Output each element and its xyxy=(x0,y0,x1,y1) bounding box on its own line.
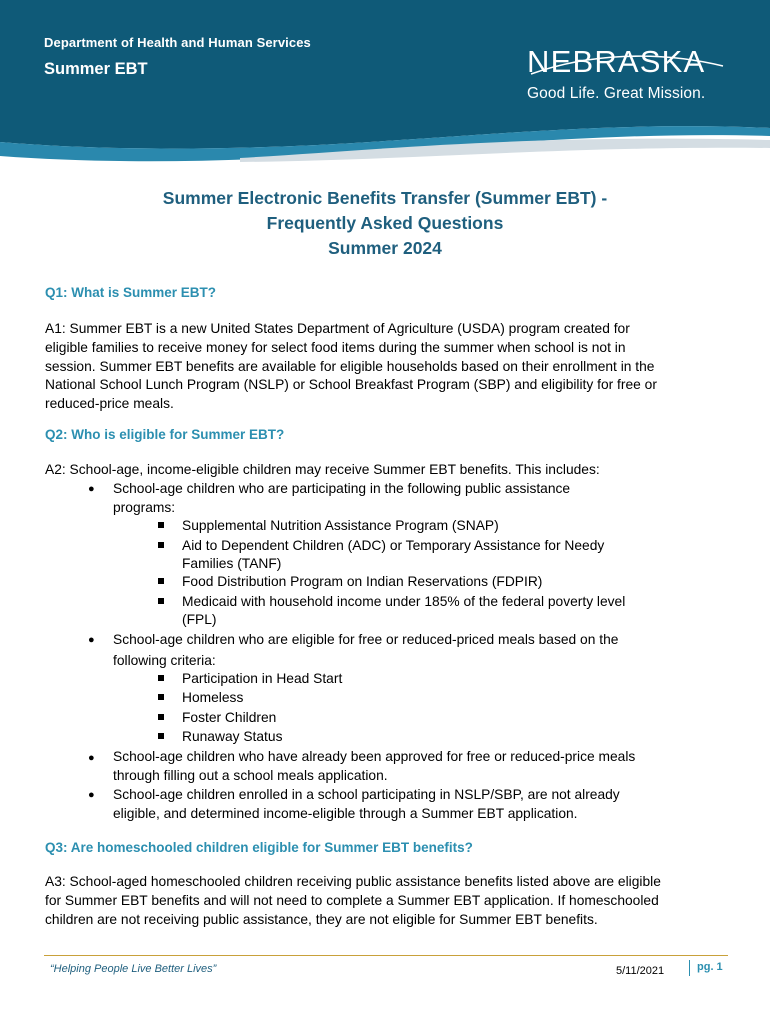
bullet-icon: ● xyxy=(88,752,95,764)
square-bullet-icon xyxy=(158,542,164,548)
answer-paragraph xyxy=(45,320,735,414)
answer-line: children are not receiving public assistance, they are not eligible for Summer EBT benefits. xyxy=(45,911,598,927)
square-bullet-icon xyxy=(158,675,164,681)
sub-list-item-line: Families (TANF) xyxy=(182,556,282,571)
logo-swoosh-icon xyxy=(527,44,727,84)
footer-separator xyxy=(689,960,690,976)
list-item-line: following criteria: xyxy=(113,653,216,668)
list-item-line: School-age children who are eligible for free or reduced-priced meals based on the xyxy=(113,632,619,647)
sub-list-item-line: Participation in Head Start xyxy=(182,671,343,686)
answer-line: A2: School-age, income-eligible children may receive Summer EBT benefits. This includes: xyxy=(45,462,600,477)
list-item-line: School-age children who are participating in the following public assistance xyxy=(113,481,571,496)
square-bullet-icon xyxy=(158,522,164,528)
sub-list-item-line: Runaway Status xyxy=(182,729,283,744)
square-bullet-icon xyxy=(158,694,164,700)
answer-intro xyxy=(45,461,735,480)
sub-list-item-line: Food Distribution Program on Indian Reservations (FDPIR) xyxy=(182,574,543,589)
question-heading: Q3: Are homeschooled children eligible for Summer EBT benefits? xyxy=(45,840,473,855)
page-header xyxy=(0,0,770,175)
bullet-icon: ● xyxy=(88,634,95,646)
list-item-line: through filling out a school meals application. xyxy=(113,768,388,783)
square-bullet-icon xyxy=(158,578,164,584)
footer-motto: “Helping People Live Better Lives” xyxy=(50,963,217,975)
answer-line: eligible families to receive money for select food items during the summer when school is not in xyxy=(45,339,626,355)
square-bullet-icon xyxy=(158,714,164,720)
footer-date: 5/11/2021 xyxy=(616,965,665,977)
answer-line: National School Lunch Program (NSLP) or School Breakfast Program (SBP) and eligibility for free or xyxy=(45,377,657,393)
bullet-icon: ● xyxy=(88,483,95,495)
department-name: Department of Health and Human Services xyxy=(44,35,311,50)
page-number: pg. 1 xyxy=(697,961,723,973)
logo-wordmark: NEBRASKA xyxy=(527,44,706,79)
square-bullet-icon xyxy=(158,733,164,739)
sub-list-item-line: Medicaid with household income under 185% of the federal poverty level xyxy=(182,594,626,609)
logo-tagline: Good Life. Great Mission. xyxy=(527,85,706,102)
sub-list-item-line: Foster Children xyxy=(182,710,277,725)
answer-line: A3: School-aged homeschooled children receiving public assistance benefits listed above are eligible xyxy=(45,874,661,889)
list-item-line: programs: xyxy=(113,500,176,515)
footer-divider xyxy=(44,955,728,956)
list-item-line: School-age children who have already been approved for free or reduced-price meals xyxy=(113,749,636,764)
list-item-line: School-age children enrolled in a school participating in NSLP/SBP, are not already xyxy=(113,787,620,802)
question-heading: Q1: What is Summer EBT? xyxy=(45,285,217,300)
answer-paragraph xyxy=(45,873,735,929)
sub-list-item-line: Supplemental Nutrition Assistance Program (SNAP) xyxy=(182,518,499,533)
answer-line: reduced-price meals. xyxy=(45,396,174,412)
title-line: Summer Electronic Benefits Transfer (Summer EBT) - xyxy=(162,188,608,208)
sub-list-item-line: Aid to Dependent Children (ADC) or Temporary Assistance for Needy xyxy=(182,538,605,553)
sub-list-item-line: Homeless xyxy=(182,690,244,705)
question-heading: Q2: Who is eligible for Summer EBT? xyxy=(45,427,285,442)
sub-list-item-line: (FPL) xyxy=(182,612,217,627)
document-title xyxy=(0,186,770,261)
title-line: Frequently Asked Questions xyxy=(266,213,504,233)
answer-line: session. Summer EBT benefits are available for eligible households based on their enrollment in the xyxy=(45,358,655,374)
answer-line: for Summer EBT benefits and will not need to complete a Summer EBT application. If homeschooled xyxy=(45,892,659,908)
answer-line: A1: Summer EBT is a new United States Department of Agriculture (USDA) program created for xyxy=(45,321,630,336)
bullet-icon: ● xyxy=(88,789,95,801)
list-item-line: eligible, and determined income-eligible through a Summer EBT application. xyxy=(113,806,578,821)
program-name: Summer EBT xyxy=(44,60,148,78)
title-line: Summer 2024 xyxy=(328,238,442,258)
square-bullet-icon xyxy=(158,598,164,604)
